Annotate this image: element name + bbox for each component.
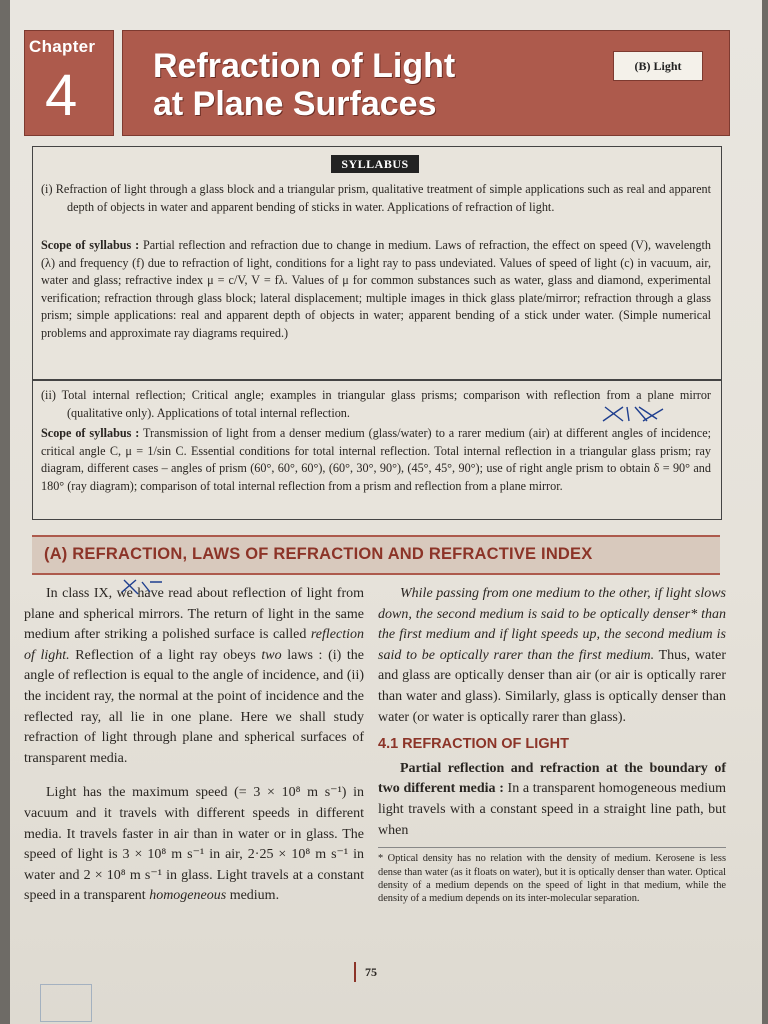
chapter-number: 4 xyxy=(45,63,78,128)
chapter-badge xyxy=(24,30,114,136)
text-run: laws : (i) the angle of reflection is equal to the angle of incidence, and (ii) the incident ray, the normal at the point of incidence and the reflected ray, all lie in one plane. Here we shall study refraction of light through plane and spherical surfaces of transparent media. xyxy=(24,647,364,766)
book-page xyxy=(10,0,762,1024)
left-column xyxy=(24,584,364,907)
syllabus-scope-1 xyxy=(41,237,711,342)
stamp-outline-icon xyxy=(40,984,92,1022)
page-number: 75 xyxy=(354,962,386,982)
paragraph-optical-density xyxy=(378,584,726,728)
paragraph-speed-of-light xyxy=(24,783,364,907)
paragraph-reflection xyxy=(24,584,364,769)
syllabus-item-2: (ii) Total internal reflection; Critical angle; examples in triangular glass prisms; comparison with reflection from a plane mirror (qualitative only). Applications of total internal reflection. xyxy=(41,388,711,420)
syllabus-scope-2 xyxy=(41,425,711,495)
text-run: reflection of light. xyxy=(24,627,364,663)
subheading-refraction: 4.1 REFRACTION OF LIGHT xyxy=(378,736,569,753)
syllabus-item-1: (i) Refraction of light through a glass block and a triangular prism, qualitative treatment of simple applications such as real and apparent depth of objects in water and apparent bending of sticks in water. Applications of refraction of light. xyxy=(41,182,711,214)
text-run: In class IX, we have read about reflection of light from plane and spherical mirrors. The return of light in the same medium after striking a polished surface is called xyxy=(24,586,364,643)
syllabus-box-part-1 xyxy=(32,146,722,380)
chapter-label: Chapter xyxy=(29,37,96,56)
right-column xyxy=(378,584,726,906)
chapter-title-banner xyxy=(122,30,730,136)
text-run: Partial reflection and refraction at the boundary of two different media : xyxy=(378,760,726,797)
handwritten-mark-icon xyxy=(120,578,180,598)
section-title: (A) REFRACTION, LAWS OF REFRACTION AND REFRACTIVE INDEX xyxy=(44,545,593,563)
unit-tag: (B) Light xyxy=(613,51,703,81)
scope-label: Scope of syllabus : xyxy=(41,238,140,252)
text-run: Light has the maximum speed (= 3 × 10⁸ m s⁻¹) in vacuum and it travels with different speeds in different media. It travels faster in air than in water or in glass. The speed of light is 3 × 10⁸ m s⁻¹ in air, 2·25 × 10⁸ m s⁻¹ in water and 2 × 10⁸ m s⁻¹ in glass. Light travels at a constant speed in a transparent xyxy=(24,785,364,904)
scope-text: Partial reflection and refraction due to change in medium. Laws of refraction, the effect on speed (V), wavelength (λ) and frequency (f) due to refraction of light, conditions for a light ray to pass undeviated. Values of speed of light (c) in vacuum, air, water and glass; refractive index μ = c/V, V = fλ. Values of μ for common substances such as water, glass and diamond, experimental verification; refraction through glass block; lateral displacement; multiple images in thick glass plate/mirror; refraction through a glass prism; simple applications: real and apparent depth of objects in water; apparent bending of a stick under water. (Simple numerical problems and approximate ray diagrams required.) xyxy=(41,238,711,340)
chapter-title-line-1: Refraction of Light xyxy=(153,47,456,85)
section-heading-bar xyxy=(32,535,720,575)
text-run: homogeneous xyxy=(149,888,227,904)
scope-text: Transmission of light from a denser medium (glass/water) to a rarer medium (air) at different angles of incidence; critical angle C, μ = 1/sin C. Essential conditions for total internal reflection. Total internal reflection in a triangular glass prism; ray diagram, different cases – angles of prism (60°, 60°, 60°), (60°, 30°, 90°), (45°, 45°, 90°); use of right angle prism to obtain δ = 90° and 180° (ray diagram); comparison of total internal reflection from a prism and reflection from a plane mirror. xyxy=(41,426,711,493)
handwritten-scribble-icon xyxy=(599,403,669,427)
syllabus-heading: SYLLABUS xyxy=(331,155,419,173)
text-run: Reflection of a light ray obeys xyxy=(69,647,262,663)
text-run: medium. xyxy=(226,888,280,904)
paragraph-partial-reflection xyxy=(378,759,726,841)
text-run: two xyxy=(261,647,282,663)
text-run: Thus, water and glass are optically denser than air (or air is optically rarer than water and glass). Similarly, glass is optically denser than water (or water is optically rarer than glass). xyxy=(378,647,726,725)
chapter-title-line-2: at Plane Surfaces xyxy=(153,85,437,123)
text-run: While passing from one medium to the other, if light slows down, the second medium is said to be optically denser* than the first medium and if light speeds up, the second medium is said to be optically rarer than the first medium. xyxy=(378,586,726,663)
footnote: * Optical density has no relation with the density of medium. Kerosene is less dense than water (as it floats on water), but it is optically denser than water. Optical density of a medium depends on the speed of light in that medium, while the density of a medium depends on its inter-molecular separation. xyxy=(378,847,726,906)
syllabus-box-part-2 xyxy=(32,380,722,520)
scope-label: Scope of syllabus : xyxy=(41,426,140,440)
text-run: In a transparent homogeneous medium light travels with a constant speed in a straight line path, but when xyxy=(378,781,727,838)
